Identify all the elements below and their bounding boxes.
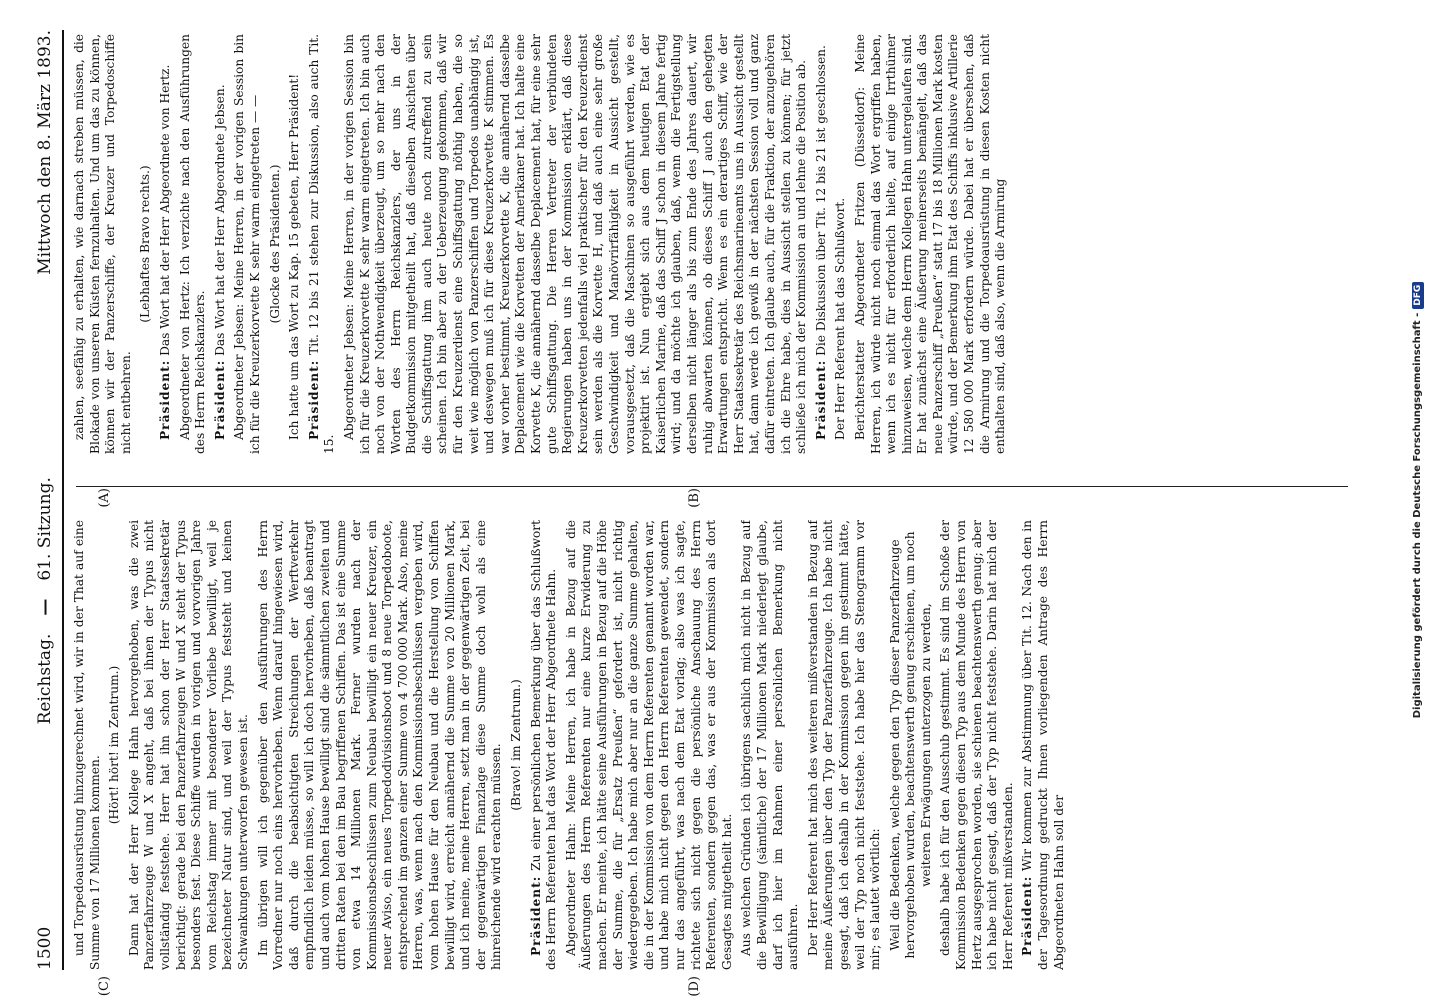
paragraph-text: Das Wort hat der Herr Abgeordnete von Hertz. bbox=[157, 64, 172, 356]
speaker-label: Präsident: bbox=[306, 359, 321, 440]
paragraph bbox=[307, 34, 338, 454]
paragraph-text: (Hört! hört! im Zentrum.) bbox=[107, 665, 122, 825]
right-text-column bbox=[72, 520, 1352, 970]
paragraph-text: Weil die Bedenken, welche gegen den Typ dieser Panzerfahrzeuge hervorgehoben wurden, beachtenswerth genug erschienen, um noch weiteren Erwägungen unterzogen zu werden, bbox=[887, 531, 933, 959]
paragraph-text: (Lebhaftes Bravo rechts.) bbox=[138, 165, 153, 323]
paragraph bbox=[127, 520, 252, 970]
paragraph-text: Abgeordneter von Hertz: Ich verzichte nach den Ausführungen des Herrn Reichskanzlers. bbox=[177, 34, 208, 454]
paragraph-text: Berichterstatter Abgeordneter Fritzen (Düsseldorf): Meine Herren, ich würde nicht noch einmal das Wort ergriffen haben, wenn ich es nicht für erforderlich hielte, auf einige Irrthümer hinzuweisen, welche dem Herrn Kollegen Hahn untergelaufen sind. Er hat zunächst eine Äußerung meinerseits bemängelt, daß das neue Panzerschiff „Preußen“ statt 17 bis 18 Millionen Mark kosten würde, und der Bemerkung ihm Etat des Schiffs inklusive Artillerie 12 580 000 Mark erfordern würde. Dabei hat er übersehen, daß die Armirung und die Torpedoausrüstung in diesen Kosten nicht enthalten sind, daß also, wenn die Armirung bbox=[852, 34, 1008, 454]
paragraph bbox=[814, 34, 830, 454]
paragraph-text: deshalb habe ich für den Ausschub gestimmt. Es sind im Schoße der Kommission Bedenken gegen diesen Typ aus dem Munde des Herrn von Hertz ausgesprochen worden, sie schienen beachtenswerth genug; aber ich habe nicht gesagt, daß der Typ nicht feststehe. Darin hat mich der Herr Referent mißverstanden. bbox=[938, 520, 1015, 970]
journal-title: Reichstag. bbox=[35, 633, 55, 725]
paragraph-text: Abgeordneter Jebsen: Meine Herren, in der vorigen Session bin ich für die Kreuzerkorvette K sehr warm eingetreten. Ich bin auch noch von der Nothwendigkeit überzeugt, um so mehr nach den Worten des Herrn Reichskanzlers, der uns in der Budgetkommission mitgetheilt hat, daß dieselben Ansichten über die Schiffsgattung ihm auch heute noch zutreffend zu sein scheinen. Ich bin aber zu der Ueberzeugung gekommen, daß wir für den Kreuzerdienst eine Schiffsgattung nöthig haben, die so weit wie möglich von Panzerschiffen und Torpedos unabhängig ist, und deswegen muß ich für diese Kreuzerkorvette K stimmen. Es war vorher bestimmt, Kreuzerkorvette K, die annähernd dasselbe Deplacement wie die Korvetten der Amerikaner hat. Ich halte eine Korvette K, die annähernd dasselbe Deplacement hat, für eine sehr gute Schiffsgattung. Die Herren Vertreter der verbündeten Regierungen haben uns in der Kommission erklärt, daß diese Kreuzerkorvetten jedenfalls viel praktischer für den Kreuzerdienst sein werden als die Korvette H, und daß auch eine sehr große Geschwindigkeit und Manövrirfähigkeit in Aussicht gestellt, vorausgesetzt, daß die Maschinen so ausgeführt werden, wie es projektirt ist. Nun ergiebt sich aus dem heutigen Etat der Kaiserlichen Marine, daß das Schiff J schon in diesem Jahre fertig wird; und da möchte ich glauben, daß, wenn die Fertigstellung derselben nicht länger als bis zum Ende des Jahres dauert, wir ruhig abwarten können, ob dieses Schiff J auch den gehegten Erwartungen entspricht. Wenn es ein derartiges Schiff, wie der Herr Staatssekretär des Reichsmarineamts uns in Aussicht gestellt hat, dann werde ich gewiß in der nächsten Session voll und ganz dafür eintreten. Ich glaube auch, für die Fraktion, der anzugehören ich die Ehre habe, dies in Aussicht stellen zu können; für jetzt schließe ich mich der Kommission an und lehne die Position ab. bbox=[341, 34, 809, 454]
paragraph bbox=[213, 34, 229, 454]
session-date: Mittwoch den 8. März 1893. bbox=[35, 30, 55, 275]
speaker-label: Präsident: bbox=[528, 875, 543, 956]
margin-mark-c: (C) bbox=[97, 976, 112, 997]
paragraph-text: Die Diskussion über Tit. 12 bis 21 ist geschlossen. bbox=[813, 45, 828, 356]
page-header bbox=[28, 30, 64, 970]
paragraph-text: (Glocke des Präsidenten.) bbox=[267, 164, 282, 324]
credit-text: Digitalisierung gefördert durch die Deutsche Forschungsgemeinschaft - bbox=[1412, 312, 1423, 719]
paragraph bbox=[158, 34, 174, 454]
paragraph-text: (Bravo! im Zentrum.) bbox=[509, 679, 524, 811]
paragraph-text: Im übrigen will ich gegenüber den Ausführungen des Herrn Vorredner nur noch eins hervorheben. Wenn darauf hingewiesen wird, daß durch die beabsichtigten Streichungen der Werftverkehr empfindlich leiden müsse, so will ich doch hervorheben, daß beantragt und auch vom hohen Hause bewilligt sind die sämmtlichen zweiten und dritten Raten bei den im Bau begriffenen Schiffen. Das ist eine Summe von etwa 14 Millionen Mark. Ferner wurden nach der Kommissionsbeschlüssen zum Neubau bewilligt ein neuer Kreuzer, ein neuer Aviso, ein neues Torpedodivisionsboot und 8 neue Torpedoboote, entsprechend im ganzen einer Summe von 4 700 000 Mark. Also, meine Herren, was, wenn nach den Kommissionsbeschlüssen vergeben wird, vom hohen Hause für den Neubau und die Herstellung von Schiffen bewilligt wird, erreicht annähernd die Summe von 20 Millionen Mark, und ich meine, meine Herren, setzt man in der gegenwärtigen Zeit, bei der gegenwärtigen Finanzlage diese Summe doch wohl als eine hinreichende wird erachten müssen. bbox=[255, 520, 504, 970]
paragraph-text: Tit. 12 bis 21 stehen zur Diskussion, also auch Tit. 15. bbox=[306, 34, 337, 454]
paragraph bbox=[72, 520, 103, 970]
paragraph bbox=[888, 520, 935, 970]
paragraph bbox=[138, 34, 154, 454]
paragraph-text: und Torpedoausrüstung hinzugerechnet wird, wir in der That auf eine Summe von 17 Millionen kommen. bbox=[72, 520, 102, 970]
paragraph bbox=[342, 34, 810, 454]
paragraph-text: Zu einer persönlichen Bemerkung über das Schlußwort des Herrn Referenten hat das Wort der Herr Abgeordnete Hahn. bbox=[528, 520, 559, 970]
digitization-credit bbox=[1412, 10, 1424, 990]
paragraph bbox=[739, 520, 801, 970]
paragraph bbox=[564, 520, 736, 970]
speaker-label: Präsident: bbox=[1020, 875, 1035, 956]
paragraph-text: zahlen, seefähig zu erhalten, wie darnach streben müssen, die Blokade von unseren Küsten fernzuhalten. Und um das zu können, können wir der Panzerschiffe, der Kreuzer und Torpedoschiffe nicht entbehren. bbox=[72, 34, 133, 454]
margin-mark-d: (D) bbox=[687, 976, 702, 997]
paragraph bbox=[806, 520, 884, 970]
speaker-label: Präsident: bbox=[157, 359, 172, 440]
paragraph bbox=[1020, 520, 1067, 970]
paragraph bbox=[529, 520, 560, 970]
speaker-label: Präsident: bbox=[212, 359, 227, 440]
header-dash: — bbox=[35, 598, 55, 616]
session-label: 61. Sitzung. bbox=[35, 477, 55, 581]
paragraph bbox=[853, 34, 1009, 454]
paragraph bbox=[287, 34, 303, 454]
paragraph bbox=[256, 520, 506, 970]
page-number: 1500 bbox=[35, 926, 55, 970]
paragraph bbox=[509, 520, 525, 970]
speaker-label: Präsident: bbox=[813, 359, 828, 440]
dfg-logo: DFG bbox=[1412, 282, 1424, 309]
paragraph-text: Wir kommen zur Abstimmung über Tit. 12. Nach den in der Tagesordnung gedruckt Ihnen vorliegenden Antrage des Herrn Abgeordneten Hahn soll der bbox=[1020, 520, 1066, 970]
paragraph bbox=[178, 34, 209, 454]
paragraph-text: Der Herr Referent hat das Schlußwort. bbox=[833, 197, 848, 440]
paragraph-text: Abgeordneter Hahn: Meine Herren, ich habe in Bezug auf die Äußerungen des Herrn Referenten nur eine kurze Erwiderung zu machen. Er meinte, ich hätte seine Ausführungen in Bezug auf die Höhe der Summe, die für „Ersatz Preußen“ gefordert ist, nicht richtig wiedergegeben. Ich habe mich aber nur an die ganze Summe gehalten, die in der Kommission von dem Herrn Referenten genannt worden war, und habe mich nicht gegen den Herrn Referenten gewendet, sondern nur das angeführt, was nach dem Etat vorlag; also was ich sagte, richtete sich nicht gegen die persönliche Anschauung des Herrn Referenten, sondern gegen das, was er aus der Kommission als dort Gesagtes mitgetheilt hat. bbox=[563, 520, 734, 970]
paragraph-text: Der Herr Referent hat mich des weiteren mißverstanden in Bezug auf meine Äußerungen über den Typ der Panzerfahrzeuge. Ich habe nicht gesagt, daß ich deshalb in der Kommission gegen ihn gestimmt hätte, weil der Typ noch nicht feststehe. Ich habe hier das Stenogramm vor mir; es lautet wörtlich: bbox=[805, 520, 883, 970]
column-divider bbox=[76, 486, 1348, 487]
paragraph-text: Abgeordneter Jebsen: Meine Herren, in der vorigen Session bin ich für die Kreuzerkorvette K sehr warm eingetreten — — bbox=[232, 34, 262, 454]
paragraph-text: Das Wort hat der Herr Abgeordnete Jebsen. bbox=[212, 84, 227, 356]
margin-mark-a: (A) bbox=[97, 488, 112, 508]
paragraph bbox=[72, 34, 134, 454]
header-center bbox=[35, 477, 55, 724]
paragraph bbox=[232, 34, 263, 454]
paragraph-text: Aus welchen Gründen ich übrigens sachlich mich nicht in Bezug auf die Bewilligung (sämtliche) der 17 Millionen Mark niederlegt glaube, darf ich hier im Rahmen einer persönlichen Bemerkung nicht ausführen. bbox=[739, 520, 801, 970]
paragraph-text: Ich hatte um das Wort zu Kap. 15 gebeten, Herr Präsident! bbox=[287, 73, 302, 440]
paragraph bbox=[107, 520, 123, 970]
left-text-column bbox=[72, 34, 1352, 454]
paragraph bbox=[268, 34, 284, 454]
paragraph bbox=[938, 520, 1016, 970]
margin-mark-b: (B) bbox=[687, 488, 702, 508]
paragraph-text: Dann hat der Herr Kollege Hahn hervorgehoben, was die zwei Panzerfahrzeuge W und X angeht, daß bei ihnen der Typus nicht vollständig feststehe. Herr hat ihn schon der Herr Staatssekretär berichtigt: gerade bei den Panzerfahrzeugen W und X steht der Typus besonders fest. Diese Schiffe wurden in vorigen und vorvorigen Jahre vom Reichstag immer mit besonderer Vorliebe bewilligt, weil je bezeichneter Natur sind, und weil der Typus feststeht und keinen Schwankungen unterworfen gewesen ist. bbox=[126, 520, 250, 970]
paragraph bbox=[833, 34, 849, 454]
